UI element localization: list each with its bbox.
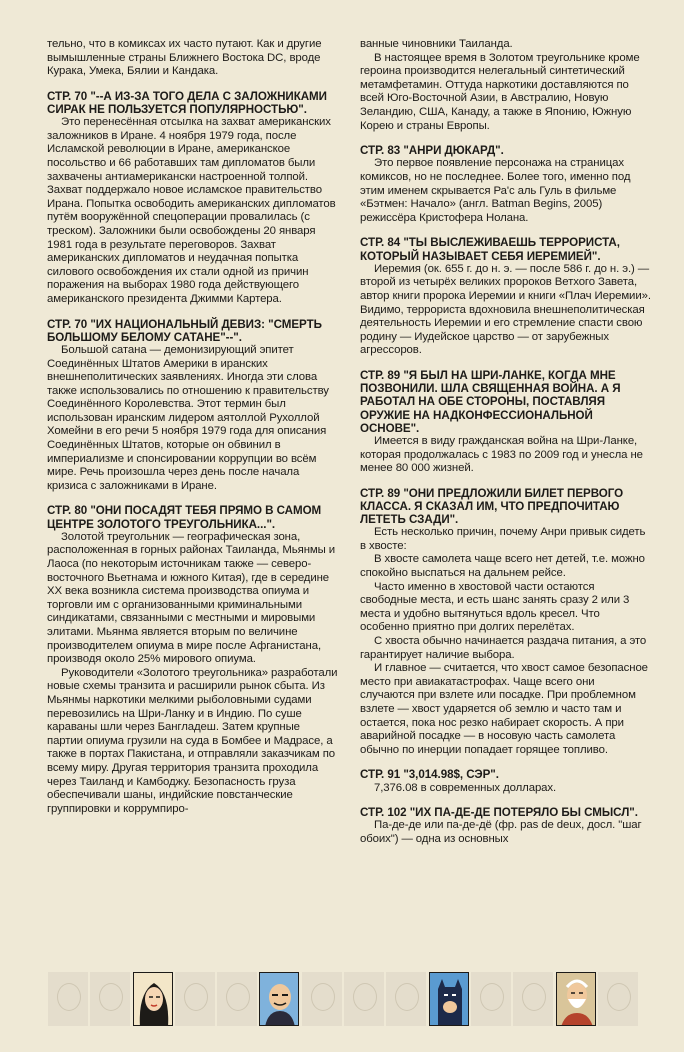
right-text-column bbox=[360, 38, 651, 858]
note-section bbox=[47, 90, 338, 307]
faded-portrait-icon bbox=[386, 972, 426, 1026]
note-section bbox=[360, 806, 651, 846]
note-paragraph: Есть несколько причин, почему Анри привык сидеть в хвосте: bbox=[360, 526, 646, 552]
note-paragraph: С хвоста обычно начинается раздача питания, а это гарантирует наличие выбора. bbox=[360, 635, 647, 661]
note-heading: СТР. 84 "ТЫ ВЫСЛЕЖИВАЕШЬ ТЕРРОРИСТА, КОТОРЫЙ НАЗЫВАЕТ СЕБЯ ИЕРЕМИЕЙ". bbox=[360, 236, 620, 263]
note-section bbox=[47, 38, 338, 79]
note-paragraph: В хвосте самолета чаще всего нет детей, т.е. можно спокойно выспаться на дальнем рейсе. bbox=[360, 553, 645, 580]
faded-portrait-icon bbox=[175, 972, 215, 1026]
note-paragraph: тельно, что в комиксах их часто путают. Как и другие вымышленные страны Ближнего Востока DC, вроде Курака, Умека, Бялии и Кандака. bbox=[47, 38, 322, 78]
note-heading: СТР. 102 "ИХ ПА-ДЕ-ДЕ ПОТЕРЯЛО БЫ СМЫСЛ". bbox=[360, 806, 638, 820]
note-paragraph: Большой сатана — демонизирующий эпитет Соединённых Штатов Америки в иранских внешнеполитических заявлениях. Иногда эти слова также использовались по отношению к правительству Соединённого Королевства. Этот термин был использован иранским лидером аятоллой Рухоллой Хомейни в его речи 5 ноября 1979 года для описания Соединённых Штатов, которые он обвинил в империализме и спонсировании коррупции во всём мире. Речь произошла через день после начала кризиса с заложниками в Иране. bbox=[47, 343, 329, 492]
faded-portrait-icon bbox=[217, 972, 257, 1026]
note-paragraph: ванные чиновники Таиланда. bbox=[360, 38, 513, 50]
note-section bbox=[360, 38, 651, 133]
bald-man-portrait-icon bbox=[259, 972, 299, 1026]
note-section bbox=[360, 236, 651, 358]
note-paragraph: И главное — считается, что хвост самое безопасное место при авиакатастрофах. Чаще всего они случаются при взлете или посадке. При проблемном взлете — хвост ударяется об землю и часто там и остается, пока нос резко набирает скорость. А при аварийной посадке — в носовую часть самолета обычно по инерции попадает горящее топливо. bbox=[360, 662, 648, 756]
faded-portrait-icon bbox=[302, 972, 342, 1026]
note-heading: СТР. 83 "АНРИ ДЮКАРД". bbox=[360, 144, 504, 158]
note-paragraph: Па-де-де или па-де-дё (фр. pas de deux, досл. "шаг обоих") — одна из основных bbox=[360, 819, 642, 845]
note-heading: СТР. 70 "ИХ НАЦИОНАЛЬНЫЙ ДЕВИЗ: "СМЕРТЬ БОЛЬШОМУ БЕЛОМУ САТАНЕ"--". bbox=[47, 317, 322, 344]
note-paragraph: Часто именно в хвостовой части остаются свободные места, и есть шанс занять сразу 2 или 3 места и удобно вытянуться вдоль кресел. Что особенно приятно при долгих перелётах. bbox=[360, 580, 630, 634]
faded-portrait-icon bbox=[513, 972, 553, 1026]
note-paragraph: Золотой треугольник — географическая зона, расположенная в горных районах Таиланда, Мьянмы и Лаоса (по некоторым источникам также — северо-восточного Вьетнама и южного Китая), где в середине XX века возникла система производства опиума и торговли им с организованными криминальными синдикатами, связанными с местными и мировыми элитами. Мьянма является вторым по величине производителем опиума в мире после Афганистана, производя около 25% мирового опиума. bbox=[47, 530, 336, 666]
note-section bbox=[360, 369, 651, 476]
left-text-column bbox=[47, 38, 338, 827]
faded-portrait-icon bbox=[344, 972, 384, 1026]
note-paragraph: Это первое появление персонажа на страницах комиксов, но не последнее. Более того, именно под этим именем скрывается Ра'с аль Гуль в фильме «Бэтмен: Начало» (англ. Batman Begins, 2005) режиссёра Кристофера Нолана. bbox=[360, 157, 631, 224]
note-section bbox=[360, 487, 651, 758]
note-heading: СТР. 80 "ОНИ ПОСАДЯТ ТЕБЯ ПРЯМО В САМОМ ЦЕНТРЕ ЗОЛОТОГО ТРЕУГОЛЬНИКА...". bbox=[47, 504, 322, 531]
faded-portrait-icon bbox=[48, 972, 88, 1026]
note-section bbox=[360, 144, 651, 225]
faded-portrait-icon bbox=[90, 972, 130, 1026]
note-heading: СТР. 91 "3,014.98$, СЭР". bbox=[360, 768, 499, 782]
note-paragraph: Это перенесённая отсылка на захват американских заложников в Иране. 4 ноября 1979 года, после Исламской революции в Иране, американское посольство и 66 работавших там дипломатов были захвачены антиамерикански настроенной толпой. Захват поддержало новое исламское правительство Ирана. Попытка освободить американских дипломатов путём вооружённой спецоперации провалилась (с треском). Заложники были освобождены 20 января 1981 года в результате переговоров. Захват американских дипломатов и неудачная попытка силового освобождения их стали одной из причин поражения на выборах 1980 года действующего американского президента Джимми Картера. bbox=[47, 116, 336, 305]
note-section bbox=[47, 318, 338, 494]
note-section bbox=[47, 504, 338, 816]
bearded-man-portrait-icon bbox=[556, 972, 596, 1026]
note-section bbox=[360, 768, 651, 795]
note-heading: СТР. 89 "ОНИ ПРЕДЛОЖИЛИ БИЛЕТ ПЕРВОГО КЛАССА. Я СКАЗАЛ ИМ, ЧТО ПРЕДПОЧИТАЮ ЛЕТЕТЬ СЗАДИ". bbox=[360, 486, 624, 527]
woman-portrait-icon bbox=[133, 972, 173, 1026]
note-paragraph: Имеется в виду гражданская война на Шри-Ланке, которая продолжалась с 1983 по 2009 год и унесла не менее 80 000 жизней. bbox=[360, 434, 643, 475]
note-heading: СТР. 70 "--А ИЗ-ЗА ТОГО ДЕЛА С ЗАЛОЖНИКАМИ СИРАК НЕ ПОЛЬЗУЕТСЯ ПОПУЛЯРНОСТЬЮ". bbox=[47, 89, 327, 116]
character-portrait-strip bbox=[48, 972, 638, 1028]
note-heading: СТР. 89 "Я БЫЛ НА ШРИ-ЛАНКЕ, КОГДА МНЕ ПОЗВОНИЛИ. ШЛА СВЯЩЕННАЯ ВОЙНА. А Я РАБОТАЛ НА ОБЕ СТОРОНЫ, ПОСТАВЛЯЯ ОРУЖИЕ НА НАДКОНФЕССИОНАЛЬНОЙ ОСНОВЕ". bbox=[360, 368, 621, 435]
faded-portrait-icon bbox=[598, 972, 638, 1026]
note-paragraph: Иеремия (ок. 655 г. до н. э. — после 586 г. до н. э.) — второй из четырёх великих пророков Ветхого Завета, автор книги пророка Иеремии и книги «Плач Иеремии». Видимо, террориста вдохновила внешнеполитическая деятельность Иеремии и его стремление спасти свою родину — Иудейское царство — от зарубежных агрессоров. bbox=[360, 262, 651, 357]
batman-portrait-icon bbox=[429, 972, 469, 1026]
note-paragraph: 7,376.08 в современных долларах. bbox=[374, 781, 557, 794]
faded-portrait-icon bbox=[471, 972, 511, 1026]
note-paragraph: В настоящее время в Золотом треугольнике кроме героина производится нелегальный синтетический метамфетамин. Оттуда наркотики доставляются по всей Юго-Восточной Азии, в Австралию, Новую Зеландию, США, Канаду, а также в Японию, Южную Корею и страны Европы. bbox=[360, 51, 640, 132]
note-paragraph: Руководители «Золотого треугольника» разработали новые схемы транзита и расширили рынок сбыта. Из Мьянмы наркотики мелкими рыболовными судами перевозились на Шри-Ланку и в Индию. По суше караваны шли через Бангладеш. Затем крупные партии опиума грузили на суда в Бомбее и Мадрасе, а также в портах Пакистана, и отправляли заказчикам по всему миру. Другая территория транзита проходила через Таиланд и Камбоджу. Безопасность груза обеспечивали шаны, индийские повстанческие группировки и коррумпиро- bbox=[47, 666, 338, 815]
